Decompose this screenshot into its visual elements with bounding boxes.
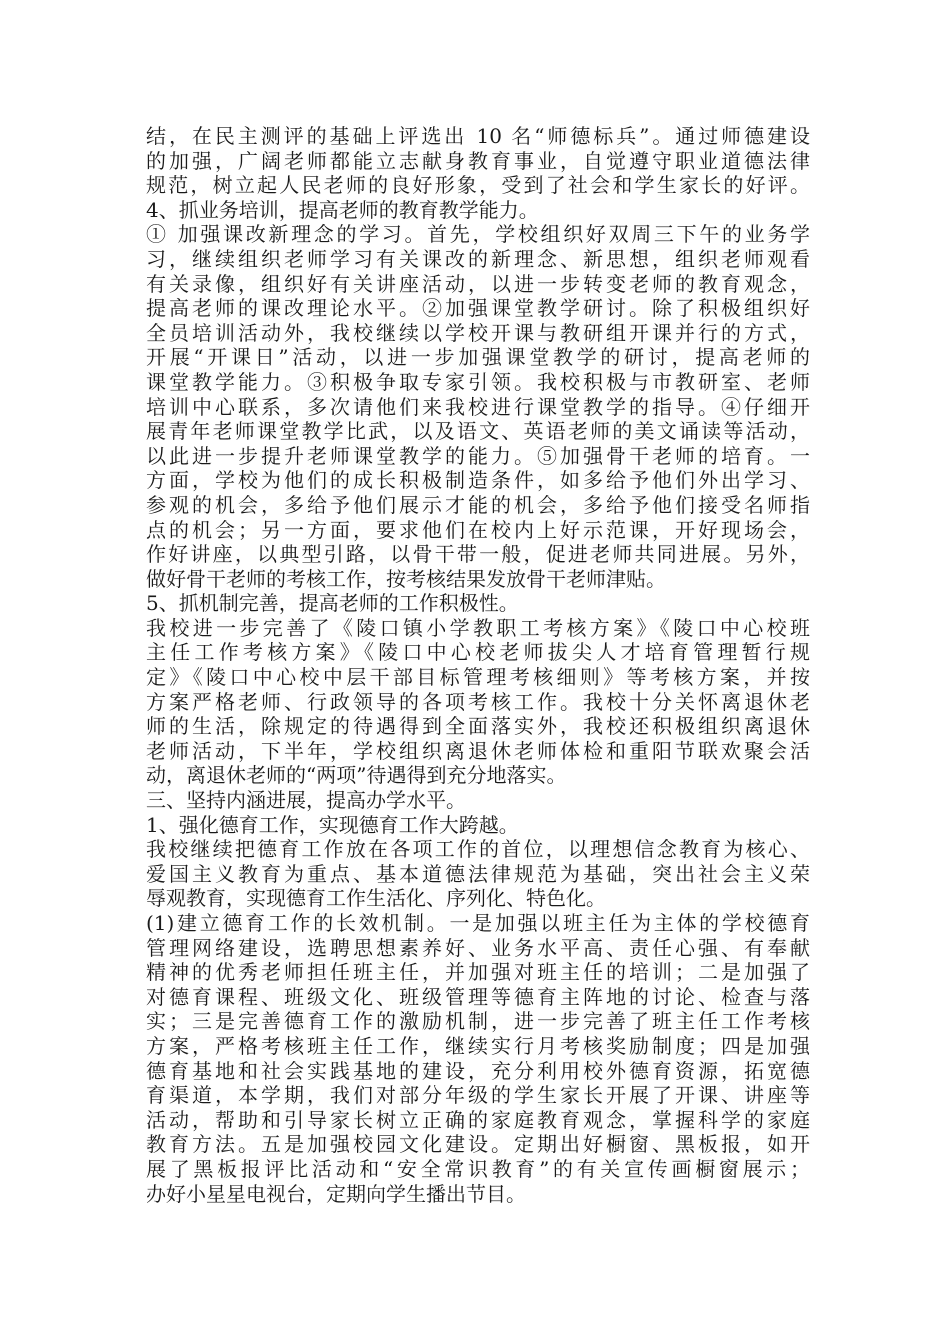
text-line: 1、强化德育工作，实现德育工作大跨越。 [146,812,519,837]
text-line: 规范，树立起人民老师的良好形象，受到了社会和学生家长的好评。 [146,173,810,198]
text-line: 全员培训活动外，我校继续以学校开课与教研组开课并行的方式， [146,320,810,345]
text-line: 5、抓机制完善，提高老师的工作积极性。 [146,591,519,616]
text-line: 教育方法。五是加强校园文化建设。定期出好橱窗、黑板报，如开 [146,1132,810,1157]
text-line: 方面，学校为他们的成长积极制造条件，如多给予他们外出学习、 [146,468,810,493]
text-line: 辱观教育，实现德育工作生活化、序列化、特色化。 [146,886,606,911]
text-line: 育渠道，本学期，我们对部分年级的学生家长开展了开课、讲座等 [146,1083,810,1108]
text-line: 动，离退休老师的“两项”待遇得到充分地落实。 [146,763,567,788]
text-line: 点的机会；另一方面，要求他们在校内上好示范课，开好现场会， [146,517,810,542]
text-line: 我校继续把德育工作放在各项工作的首位，以理想信念教育为核心、 [146,837,810,862]
text-line: 师的生活，除规定的待遇得到全面落实外，我校还积极组织离退休 [146,714,810,739]
text-line: 办好小星星电视台，定期向学生播出节目。 [146,1181,526,1206]
text-line: 结，在民主测评的基础上评选出 10 名“师德标兵”。通过师德建设 [146,124,810,148]
text-line: 4、抓业务培训，提高老师的教育教学能力。 [146,197,539,222]
text-line: 我校进一步完善了《陵口镇小学教职工考核方案》《陵口中心校班 [146,615,810,640]
text-line: 做好骨干老师的考核工作，按考核结果发放骨干老师津贴。 [146,566,666,591]
text-line: 以此进一步提升老师课堂教学的能力。⑤加强骨干老师的培育。一 [146,443,810,468]
text-line: 展青年老师课堂教学比武，以及语文、英语老师的美文诵读等活动， [146,419,810,444]
text-line: ① 加强课改新理念的学习。首先，学校组织好双周三下午的业务学 [146,222,810,247]
text-line: 德育基地和社会实践基地的建设，充分利用校外德育资源，拓宽德 [146,1058,810,1083]
text-line: 参观的机会，多给予他们展示才能的机会，多给予他们接受名师指 [146,492,810,517]
text-line: 定》《陵口中心校中层干部目标管理考核细则》等考核方案，并按 [146,665,810,690]
text-line: 提高老师的课改理论水平。②加强课堂教学研讨。除了积极组织好 [146,296,810,321]
text-line: 方案，严格考核班主任工作，继续实行月考核奖励制度；四是加强 [146,1033,810,1058]
text-line: 实；三是完善德育工作的激励机制，进一步完善了班主任工作考核 [146,1009,810,1034]
text-line: 活动，帮助和引导家长树立正确的家庭教育观念，掌握科学的家庭 [146,1107,810,1132]
document-body [146,124,810,1206]
text-line: 的加强，广阔老师都能立志献身教育事业，自觉遵守职业道德法律 [146,148,810,173]
text-line: 精神的优秀老师担任班主任，并加强对班主任的培训；二是加强了 [146,960,810,985]
text-line: 三、坚持内涵进展，提高办学水平。 [146,788,466,813]
text-line: (1)建立德育工作的长效机制。一是加强以班主任为主体的学校德育 [146,911,810,935]
text-line: 展了黑板报评比活动和“安全常识教育”的有关宣传画橱窗展示； [146,1156,810,1181]
text-line: 开展“开课日”活动，以进一步加强课堂教学的研讨，提高老师的 [146,345,810,370]
text-line: 有关录像，组织好有关讲座活动，以进一步转变老师的教育观念， [146,271,810,296]
text-line: 对德育课程、班级文化、班级管理等德育主阵地的讨论、检查与落 [146,984,810,1009]
text-line: 老师活动，下半年，学校组织离退休老师体检和重阳节联欢聚会活 [146,738,810,763]
text-line: 作好讲座，以典型引路，以骨干带一般，促进老师共同进展。另外， [146,542,810,567]
text-line: 培训中心联系，多次请他们来我校进行课堂教学的指导。④仔细开 [146,394,810,419]
text-line: 主任工作考核方案》《陵口中心校老师拔尖人才培育管理暂行规 [146,640,810,665]
text-line: 爱国主义教育为重点、基本道德法律规范为基础，突出社会主义荣 [146,861,810,886]
text-line: 习，继续组织老师学习有关课改的新理念、新思想，组织老师观看 [146,246,810,271]
text-line: 管理网络建设，选聘思想素养好、业务水平高、责任心强、有奉献 [146,935,810,960]
text-line: 方案严格老师、行政领导的各项考核工作。我校十分关怀离退休老 [146,689,810,714]
text-line: 课堂教学能力。③积极争取专家引领。我校积极与市教研室、老师 [146,369,810,394]
